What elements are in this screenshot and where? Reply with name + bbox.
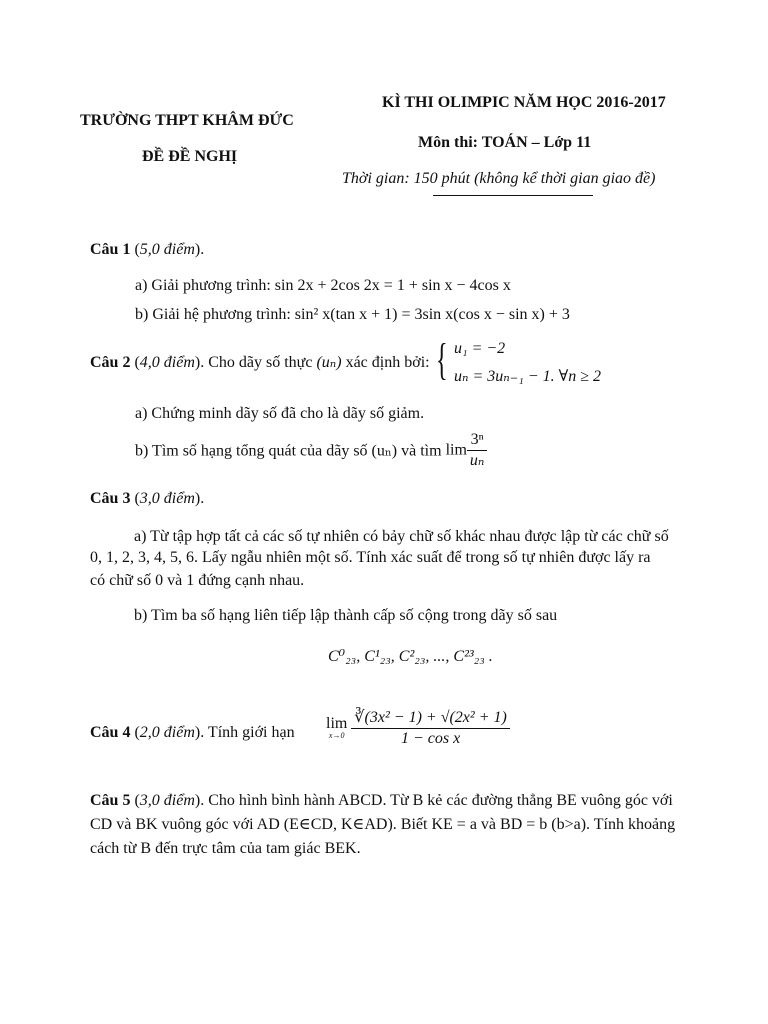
q1b xyxy=(135,306,570,324)
q5-line3: cách từ B đến trực tâm của tam giác BEK. xyxy=(90,840,361,857)
q3b-sequence: C⁰₂₃, C¹₂₃, C²₂₃, ..., C²³₂₃ . xyxy=(328,648,493,665)
q4-denominator: 1 − cos x xyxy=(400,730,461,747)
q4-lim-op xyxy=(326,717,347,740)
q4-lim-subscript: x→0 xyxy=(328,731,345,740)
q2-system-line1: u₁ = −2 xyxy=(454,340,506,357)
q2b-lim: lim xyxy=(445,441,467,459)
q1-points: 5,0 điểm xyxy=(139,241,195,258)
q1a-equation: sin 2x + 2cos 2x = 1 + sin x − 4cos x xyxy=(274,277,511,294)
q2-sequence: (uₙ) xyxy=(316,354,342,371)
q4-limit xyxy=(326,708,510,749)
q5-line1: Câu 5 (3,0 điểm). Cho hình bình hành ABCD. Từ B kẻ các đường thẳng BE vuông góc với xyxy=(90,792,673,809)
q2-points: 4,0 điểm xyxy=(139,354,195,371)
q1b-equation: sin² x(tan x + 1) = 3sin x(cos x − sin x) + 3 xyxy=(294,306,570,323)
q2b xyxy=(135,430,487,471)
time-line: Thời gian: 150 phút (không kể thời gian giao đề) xyxy=(342,170,656,187)
q3a-line2: 0, 1, 2, 3, 4, 5, 6. Lấy ngẫu nhiên một số. Tính xác suất để trong số tự nhiên được lấy ra xyxy=(90,549,651,566)
q4-points: 2,0 điểm xyxy=(139,724,195,741)
q5-points: 3,0 điểm xyxy=(139,792,195,809)
q3a-line1: a) Từ tập hợp tất cả các số tự nhiên có bảy chữ số khác nhau được lập từ các chữ số xyxy=(134,528,669,545)
q3b-line: b) Tìm ba số hạng liên tiếp lập thành cấp số cộng trong dãy số sau xyxy=(134,607,558,624)
q2a-text: a) Chứng minh dãy số đã cho là dãy số giảm. xyxy=(135,405,425,422)
q4-lim-word: lim xyxy=(326,715,348,732)
q1-heading: Câu 1 (5,0 điểm). xyxy=(90,241,205,258)
subject-line: Môn thi: TOÁN – Lớp 11 xyxy=(418,134,592,151)
q3-points: 3,0 điểm xyxy=(139,490,195,507)
q3-heading: Câu 3 (3,0 điểm). xyxy=(90,490,205,507)
q2-system-line2: uₙ = 3uₙ₋₁ − 1. ∀n ≥ 2 xyxy=(454,368,602,385)
q1a-prefix: a) Giải phương trình: xyxy=(135,277,271,294)
q2-defined-by: xác định bởi: xyxy=(345,354,430,371)
q4-label: Câu 4 xyxy=(90,724,131,741)
header-underline xyxy=(433,195,593,196)
q2-system-brace: { xyxy=(436,335,448,384)
q1b-prefix: b) Giải hệ phương trình: xyxy=(135,306,291,323)
q1-label: Câu 1 xyxy=(90,241,131,258)
exam-title: KÌ THI OLIMPIC NĂM HỌC 2016-2017 xyxy=(382,94,666,111)
q2-intro: . Cho dãy số thực xyxy=(200,354,313,371)
q4-fraction xyxy=(351,708,509,749)
q2b-numerator: 3ⁿ xyxy=(467,430,487,451)
q5-line2: CD và BK vuông góc với AD (E∈CD, K∈AD). Biết KE = a và BD = b (b>a). Tính khoảng xyxy=(90,816,676,833)
q4-heading: Câu 4 (2,0 điểm). Tính giới hạn xyxy=(90,724,295,741)
q2b-denominator: uₙ xyxy=(469,452,485,469)
proposal-label: ĐỀ ĐỀ NGHỊ xyxy=(142,148,238,165)
q3-label: Câu 3 xyxy=(90,490,131,507)
school-name: TRƯỜNG THPT KHÂM ĐỨC xyxy=(80,112,294,129)
q4-numerator: ∛(3x² − 1) + √(2x² + 1) xyxy=(351,708,509,729)
q1a xyxy=(135,277,511,295)
q2-label: Câu 2 xyxy=(90,354,131,371)
q2b-fraction xyxy=(467,430,487,471)
q5-label: Câu 5 xyxy=(90,792,131,809)
q5-text1: . Cho hình bình hành ABCD. Từ B kẻ các đường thẳng BE vuông góc với xyxy=(200,792,673,809)
q3a-line3: có chữ số 0 và 1 đứng cạnh nhau. xyxy=(90,572,305,589)
q4-text: . Tính giới hạn xyxy=(200,724,295,741)
q2b-text: b) Tìm số hạng tổng quát của dãy số (uₙ) và tìm xyxy=(135,442,442,460)
q2-heading: Câu 2 (4,0 điểm). Cho dãy số thực (uₙ) xác định bởi: xyxy=(90,354,430,371)
